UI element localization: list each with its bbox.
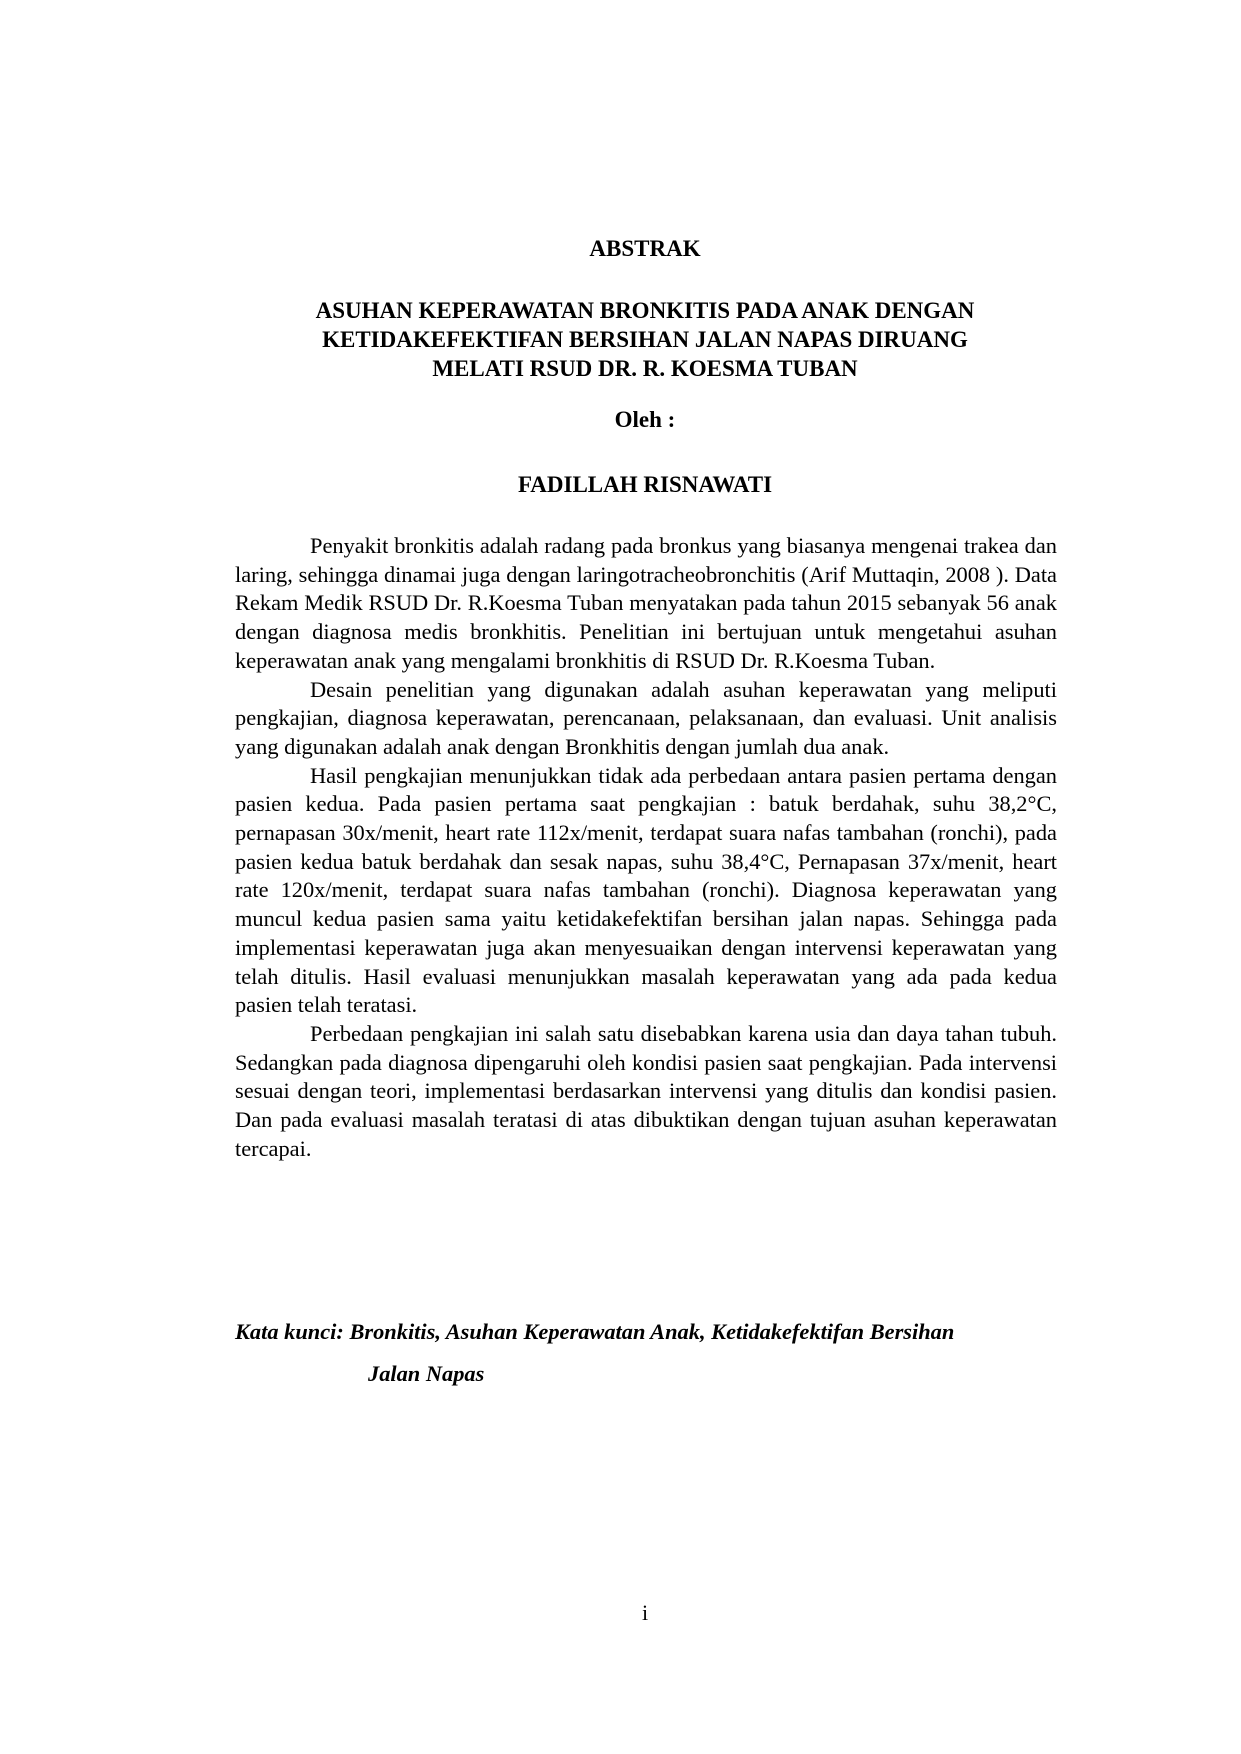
abstract-paragraph: Perbedaan pengkajian ini salah satu disebabkan karena usia dan daya tahan tubuh. Sedangkan pada diagnosa dipengaruhi oleh kondisi pasien saat pengkajian. Pada intervensi sesuai dengan teori, implementasi berdasarkan intervensi yang ditulis dan kondisi pasien. Dan pada evaluasi masalah teratasi di atas dibuktikan dengan tujuan asuhan keperawatan tercapai. <box>235 1020 1057 1161</box>
abstract-body <box>235 532 1057 1163</box>
abstract-paragraph: Penyakit bronkitis adalah radang pada bronkus yang biasanya mengenai trakea dan laring, sehingga dinamai juga dengan laringotracheobronchitis (Arif Muttaqin, 2008 ). Data Rekam Medik RSUD Dr. R.Koesma Tuban menyatakan pada tahun 2015 sebanyak 56 anak dengan diagnosa medis bronkhitis. Penelitian ini bertujuan untuk mengetahui asuhan keperawatan anak yang mengalami bronkhitis di RSUD Dr. R.Koesma Tuban. <box>235 533 1057 673</box>
thesis-title-line: MELATI RSUD DR. R. KOESMA TUBAN <box>432 356 858 381</box>
thesis-title-line: ASUHAN KEPERAWATAN BRONKITIS PADA ANAK DENGAN <box>315 298 975 323</box>
keywords-line-continued: Jalan Napas <box>368 1361 485 1386</box>
author-name: FADILLAH RISNAWATI <box>517 472 773 497</box>
thesis-title-line: KETIDAKEFEKTIFAN BERSIHAN JALAN NAPAS DIRUANG <box>322 327 968 352</box>
abstract-paragraph: Desain penelitian yang digunakan adalah asuhan keperawatan yang meliputi pengkajian, diagnosa keperawatan, perencanaan, pelaksanaan, dan evaluasi. Unit analisis yang digunakan adalah anak dengan Bronkhitis dengan jumlah dua anak. <box>235 676 1057 759</box>
keywords-line: Kata kunci: Bronkitis, Asuhan Keperawatan Anak, Ketidakefektifan Bersihan <box>235 1319 955 1344</box>
page-number: i <box>641 1600 649 1625</box>
abstract-heading: ABSTRAK <box>589 236 701 261</box>
thesis-title <box>80 296 1210 383</box>
by-label: Oleh : <box>614 407 676 432</box>
keywords <box>235 1317 1135 1388</box>
abstract-paragraph: Hasil pengkajian menunjukkan tidak ada perbedaan antara pasien pertama dengan pasien kedua. Pada pasien pertama saat pengkajian : batuk berdahak, suhu 38,2°C, pernapasan 30x/menit, heart rate 112x/menit, terdapat suara nafas tambahan (ronchi), pada pasien kedua batuk berdahak dan sesak napas, suhu 38,4°C, Pernapasan 37x/menit, heart rate 120x/menit, terdapat suara nafas tambahan (ronchi). Diagnosa keperawatan yang muncul kedua pasien sama yaitu ketidakefektifan bersihan jalan napas. Sehingga pada implementasi keperawatan juga akan menyesuaikan dengan intervensi keperawatan yang telah ditulis. Hasil evaluasi menunjukkan masalah keperawatan yang ada pada kedua pasien telah teratasi. <box>235 762 1057 1018</box>
